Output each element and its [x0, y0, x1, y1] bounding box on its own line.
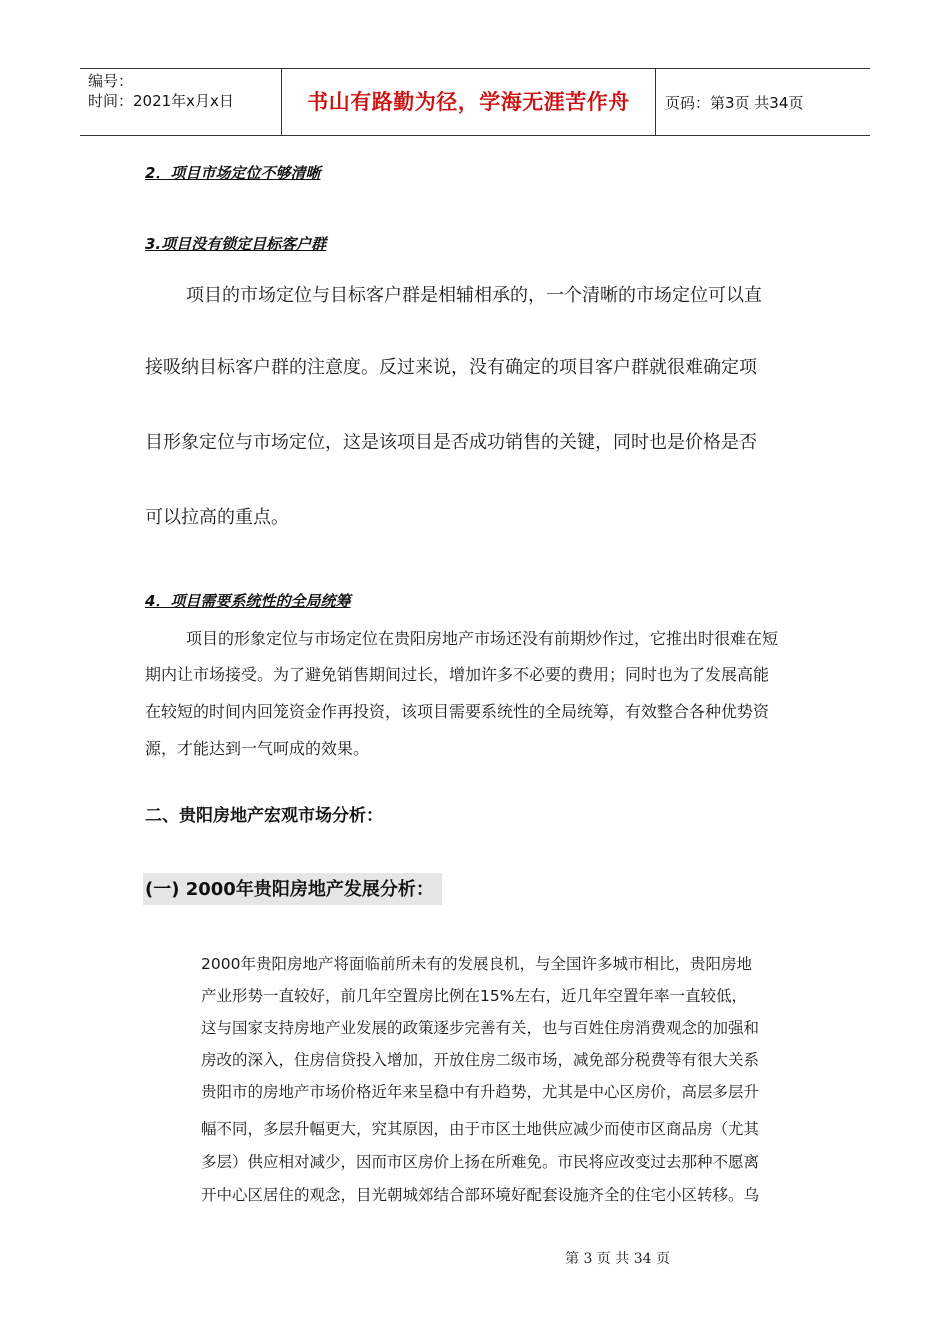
section-3-title: 3.项目没有锁定目标客户群	[145, 235, 327, 253]
header-number-label: 编号：	[88, 72, 134, 90]
section-4-line: 在较短的时间内回笼资金作再投资，该项目需要系统性的全局统筹，有效整合各种优势资	[145, 702, 770, 721]
header-page-label: 页码：第3页 共34页	[665, 94, 804, 112]
header-divider-right	[655, 68, 656, 136]
section-3-line: 目形象定位与市场定位，这是该项目是否成功销售的关键，同时也是价格是否	[145, 432, 757, 453]
subsection-1-line: 幅不同，多层升幅更大，究其原因，由于市区土地供应减少而使市区商品房（尤其	[201, 1120, 760, 1138]
header-time-label: 时间：2021年x月x日	[88, 92, 234, 110]
subsection-1-line: 这与国家支持房地产业发展的政策逐步完善有关，也与百姓住房消费观念的加强和	[201, 1019, 760, 1037]
section-3-line: 项目的市场定位与目标客户群是相辅相承的，一个清晰的市场定位可以直	[186, 285, 762, 306]
subsection-1-line: 贵阳市的房地产市场价格近年来呈稳中有升趋势，尤其是中心区房价，高层多层升	[201, 1083, 760, 1101]
section-2-title: 2．项目市场定位不够清晰	[145, 164, 321, 182]
section-3-line: 可以拉高的重点。	[145, 507, 289, 528]
footer-page-number: 第 3 页 共 34 页	[565, 1251, 670, 1267]
header-motto: 书山有路勤为径，学海无涯苦作舟	[307, 89, 630, 114]
subsection-1-line: 开中心区居住的观念，目光朝城郊结合部环境好配套设施齐全的住宅小区转移。乌	[201, 1186, 760, 1204]
subsection-1-line: 产业形势一直较好，前几年空置房比例在15%左右，近几年空置年率一直较低，	[201, 987, 747, 1005]
header-bottom-border	[80, 135, 870, 136]
section-4-title: 4．项目需要系统性的全局统筹	[145, 592, 351, 610]
subsection-1-title: (一) 2000年贵阳房地产发展分析：	[143, 873, 442, 905]
subsection-1-line: 2000年贵阳房地产将面临前所未有的发展良机，与全国许多城市相比，贵阳房地	[201, 955, 752, 973]
section-4-line: 期内让市场接受。为了避免销售期间过长，增加许多不必要的费用；同时也为了发展高能	[145, 665, 770, 684]
subsection-1-line: 房改的深入，住房信贷投入增加，开放住房二级市场，减免部分税费等有很大关系	[201, 1051, 760, 1069]
subsection-1-line: 多层）供应相对减少，因而市区房价上扬在所难免。市民将应改变过去那种不愿离	[201, 1153, 760, 1171]
header-top-border	[80, 68, 870, 69]
section-3-line: 接吸纳目标客户群的注意度。反过来说，没有确定的项目客户群就很难确定项	[145, 357, 757, 378]
section-4-line: 源，才能达到一气呵成的效果。	[145, 739, 370, 758]
part-2-title: 二、贵阳房地产宏观市场分析：	[145, 806, 383, 826]
section-4-line: 项目的形象定位与市场定位在贵阳房地产市场还没有前期炒作过，它推出时很难在短	[186, 629, 779, 648]
